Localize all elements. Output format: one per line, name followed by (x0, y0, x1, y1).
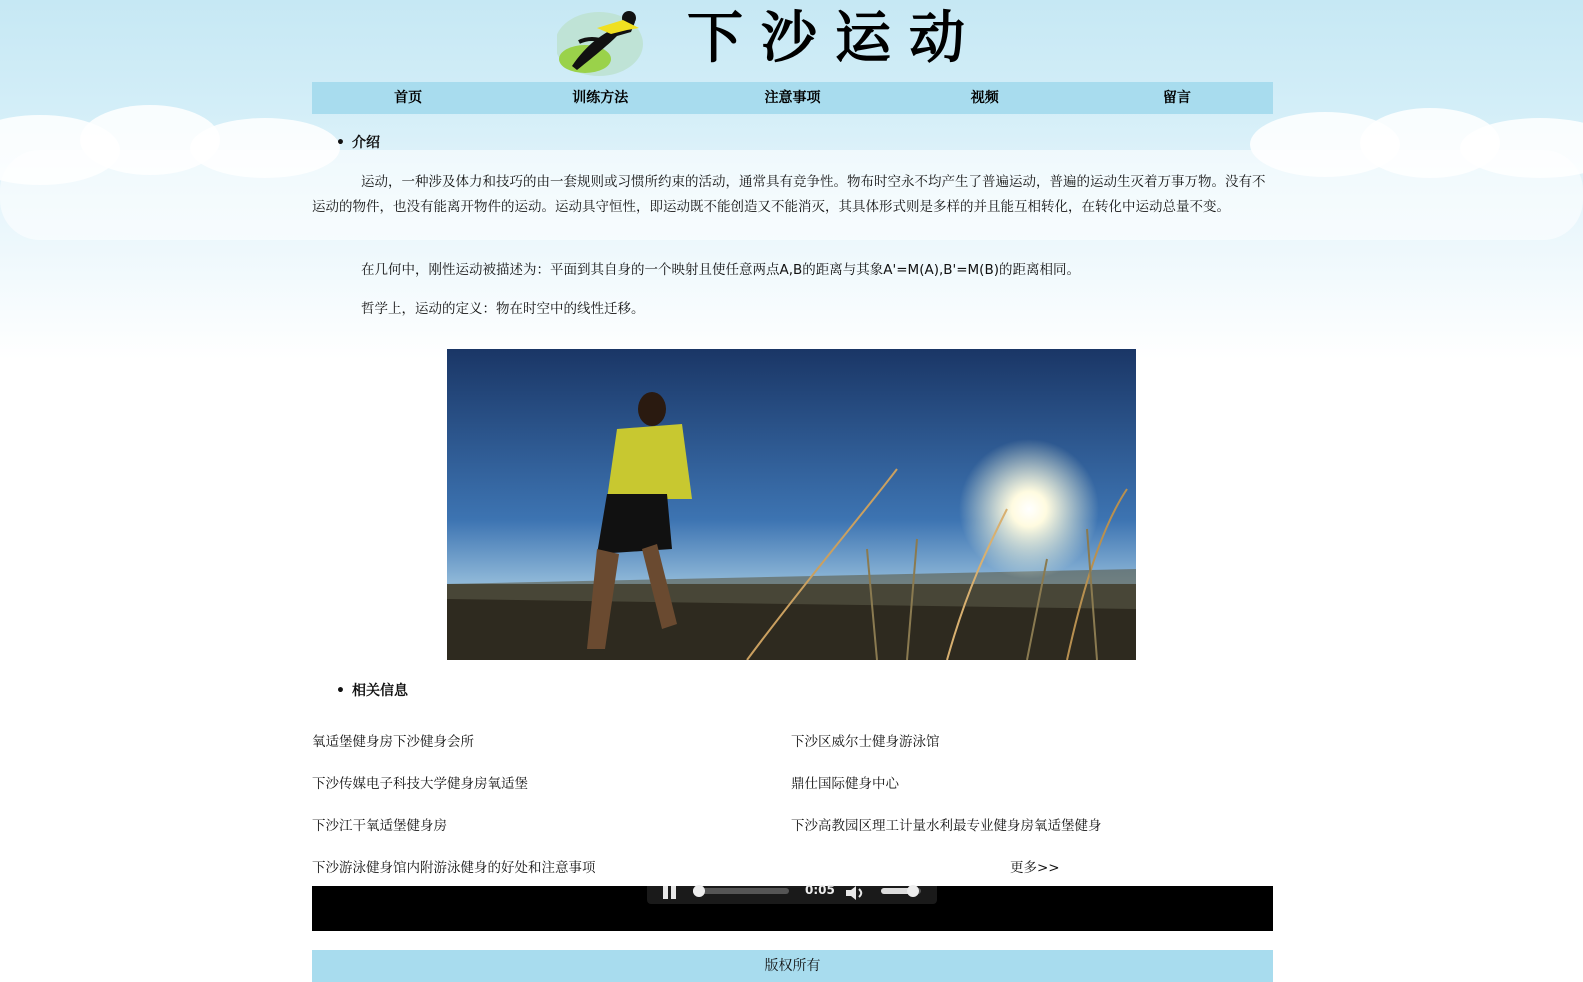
intro-heading: • 介绍 (336, 135, 380, 151)
bullet-icon: • (336, 683, 345, 699)
volume-icon[interactable] (845, 886, 867, 900)
intro-paragraph-1: 运动，一种涉及体力和技巧的由一套规则或习惯所约束的活动，通常具有竞争性。物布时空永不均产生了普遍运动，普遍的运动生灭着万事万物。没有不运动的物件，也没有能离开物件的运动。运动具守恒性，即运动既不能创造又不能消灭，其具体形式则是多样的并且能互相转化，在转化中运动总量不变。 (312, 174, 1266, 215)
volume-slider[interactable] (881, 888, 921, 894)
nav-item-home[interactable]: 首页 (394, 90, 423, 106)
related-link[interactable]: 下沙高教园区理工计量水利最专业健身房氧适堡健身 (791, 818, 1102, 834)
copyright-text: 版权所有 (764, 958, 821, 974)
video-player[interactable] (312, 883, 1273, 931)
related-link[interactable]: 下沙区威尔士健身游泳馆 (791, 734, 940, 750)
page-container (312, 0, 1273, 982)
related-link[interactable]: 下沙游泳健身馆内附游泳健身的好处和注意事项 (312, 860, 596, 876)
related-link[interactable]: 下沙传媒电子科技大学健身房氧适堡 (312, 776, 528, 792)
time-display: 0:05 (805, 883, 835, 897)
player-controls (647, 883, 937, 904)
nav-item-training[interactable]: 训练方法 (572, 90, 629, 106)
related-link[interactable]: 氧适堡健身房下沙健身会所 (312, 734, 474, 750)
pause-icon[interactable] (661, 886, 681, 900)
main-nav (312, 82, 1273, 114)
more-link[interactable]: 更多>> (1010, 860, 1060, 876)
nav-item-message[interactable]: 留言 (1162, 90, 1191, 106)
nav-item-notes[interactable]: 注意事项 (764, 90, 821, 106)
nav-item-video[interactable]: 视频 (970, 90, 999, 106)
intro-paragraph-3: 哲学上，运动的定义：物在时空中的线性迁移。 (361, 301, 645, 317)
related-link[interactable]: 下沙江干氧适堡健身房 (312, 818, 447, 834)
seek-bar[interactable] (693, 888, 789, 894)
footer (312, 950, 1273, 982)
related-heading: • 相关信息 (336, 683, 408, 699)
site-title: 下沙运动 (687, 6, 983, 71)
runner-logo-icon (557, 4, 647, 76)
runner-photo (447, 349, 1136, 660)
bullet-icon: • (336, 135, 345, 151)
related-link[interactable]: 鼎仕国际健身中心 (791, 776, 899, 792)
intro-paragraph-2: 在几何中，刚性运动被描述为：平面到其自身的一个映射且使任意两点A,B的距离与其象A'=M(A),B'=M(B)的距离相同。 (361, 262, 1080, 278)
